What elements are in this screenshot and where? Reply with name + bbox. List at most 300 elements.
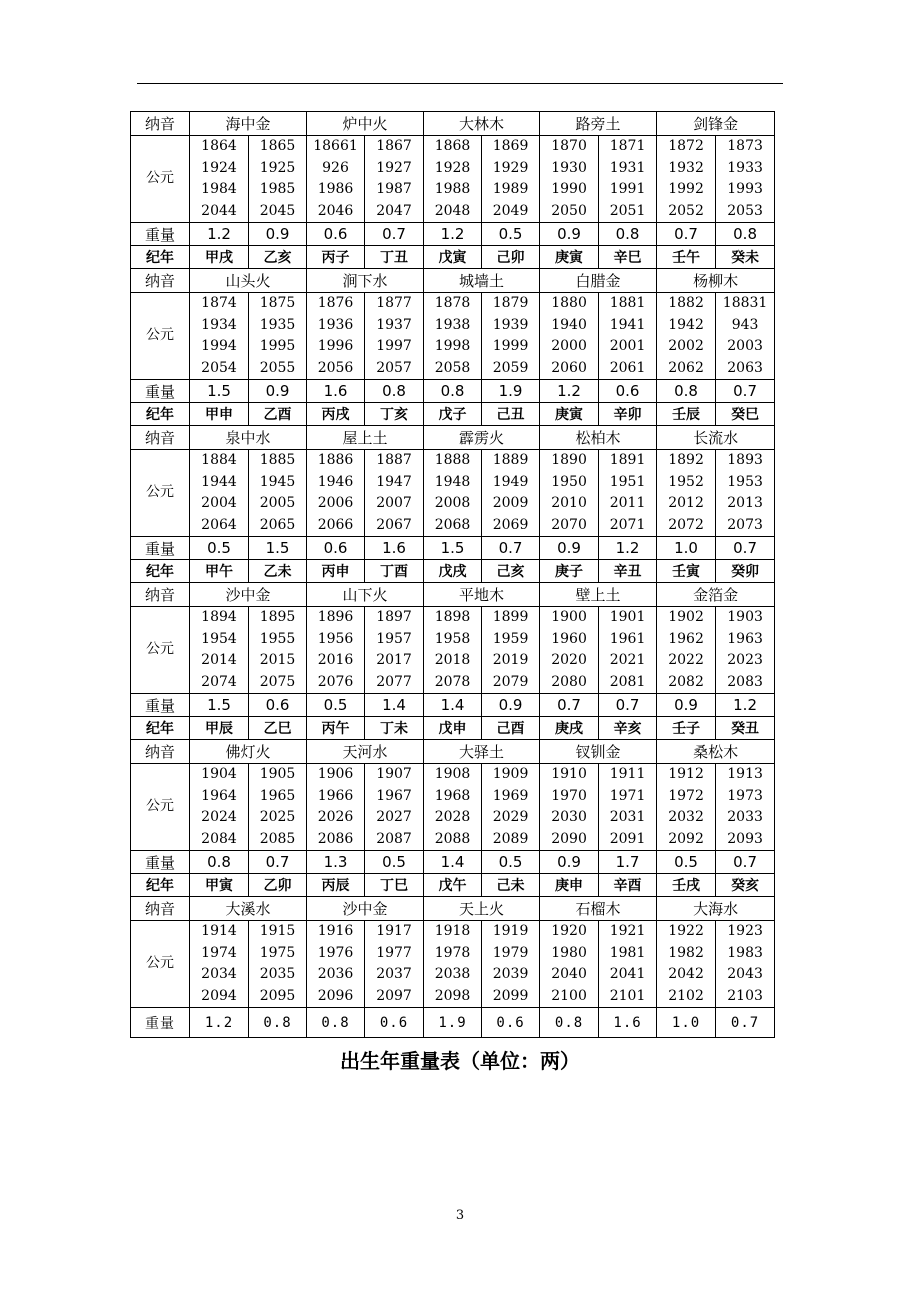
year-value: 2033: [727, 809, 763, 825]
ganzhi-cell: 己卯: [482, 246, 540, 269]
year-value: 1867: [376, 138, 412, 154]
year-value: 1882: [668, 295, 704, 311]
year-cell: [190, 764, 249, 851]
year-value: 1876: [317, 295, 354, 311]
weight-cell: 0.7: [482, 537, 540, 560]
year-value: 1978: [434, 944, 471, 961]
year-value: 1878: [434, 295, 471, 311]
year-value: 2012: [668, 495, 704, 511]
weight-cell: 0.8: [657, 380, 716, 403]
ganzhi-cell: 癸巳: [716, 403, 775, 426]
year-value: 2044: [201, 202, 237, 219]
ganzhi-cell: 戊戌: [424, 560, 482, 583]
year-value: 2035: [259, 966, 296, 982]
ganzhi-cell: 丁巳: [365, 874, 424, 897]
year-value: 1974: [201, 944, 237, 961]
table-caption: 出生年重量表（单位：两）: [340, 1049, 580, 1073]
ganzhi-row: [131, 403, 775, 426]
year-cell: [190, 450, 249, 537]
ganzhi-cell: 乙卯: [249, 874, 307, 897]
year-cell: [424, 450, 482, 537]
year-value: 2094: [201, 987, 237, 1004]
weight-cell: 0.7: [716, 1008, 775, 1038]
year-value: 2093: [727, 830, 763, 847]
year-value: 2001: [609, 338, 646, 354]
year-value: 1953: [727, 473, 763, 490]
ganzhi-cell: 丙午: [307, 717, 365, 740]
year-cell: [482, 921, 540, 1008]
year-value: 2078: [434, 673, 471, 690]
year-value: 2040: [551, 966, 587, 982]
year-value: 2013: [727, 495, 763, 511]
ganzhi-label: 纪年: [131, 717, 190, 740]
nayin-cell: 涧下水: [307, 269, 424, 293]
year-value: 2082: [668, 673, 704, 690]
year-label: 公元: [131, 921, 190, 1008]
year-label: 公元: [131, 293, 190, 380]
nayin-cell: 佛灯火: [190, 740, 307, 764]
year-value: 1986: [317, 181, 354, 197]
weight-cell: 0.6: [307, 537, 365, 560]
year-value: 1928: [434, 159, 471, 176]
weight-cell: 0.7: [599, 694, 657, 717]
year-cell: [482, 293, 540, 380]
year-value: 1937: [376, 316, 412, 333]
ganzhi-cell: 辛亥: [599, 717, 657, 740]
year-value: 2011: [609, 495, 646, 511]
year-value: 926: [322, 159, 349, 176]
weight-cell: 0.5: [190, 537, 249, 560]
weight-cell: 0.8: [190, 851, 249, 874]
year-value: 2031: [609, 809, 646, 825]
year-value: 1988: [434, 181, 471, 197]
year-cell: [716, 764, 775, 851]
year-cell: [540, 450, 599, 537]
ganzhi-cell: 己亥: [482, 560, 540, 583]
ganzhi-cell: 壬寅: [657, 560, 716, 583]
year-value: 1945: [259, 473, 296, 490]
year-value: 1931: [609, 159, 646, 176]
year-value: 2029: [492, 809, 529, 825]
year-cell: [307, 607, 365, 694]
year-cell: [599, 921, 657, 1008]
year-value: 2053: [727, 202, 763, 219]
weight-cell: 0.5: [365, 851, 424, 874]
year-cell: [482, 764, 540, 851]
year-value: 1970: [551, 787, 587, 804]
ganzhi-cell: 癸卯: [716, 560, 775, 583]
weight-cell: 0.9: [540, 223, 599, 246]
weight-cell: 0.5: [482, 851, 540, 874]
nayin-row: [131, 269, 775, 293]
year-value: 1877: [376, 295, 412, 311]
nayin-cell: 杨柳木: [657, 269, 775, 293]
year-value: 1906: [317, 766, 354, 782]
weight-cell: 1.2: [190, 1008, 249, 1038]
ganzhi-cell: 丁酉: [365, 560, 424, 583]
year-value: 1933: [727, 159, 763, 176]
ganzhi-cell: 丁未: [365, 717, 424, 740]
weight-row: [131, 1008, 775, 1038]
ganzhi-cell: 戊子: [424, 403, 482, 426]
year-cell: [540, 607, 599, 694]
year-value: 1927: [376, 159, 412, 176]
year-cell: [365, 921, 424, 1008]
weight-cell: 1.5: [249, 537, 307, 560]
year-value: 1903: [727, 609, 763, 625]
ganzhi-cell: 己酉: [482, 717, 540, 740]
year-value: 1901: [609, 609, 646, 625]
nayin-cell: 海中金: [190, 112, 307, 136]
nayin-cell: 山头火: [190, 269, 307, 293]
year-value: 1864: [201, 138, 237, 154]
year-value: 2038: [434, 966, 471, 982]
year-value: 2005: [259, 495, 296, 511]
year-value: 2095: [259, 987, 296, 1004]
weight-cell: 0.8: [716, 223, 775, 246]
year-value: 2080: [551, 673, 587, 690]
year-value: 1960: [551, 630, 587, 647]
year-value: 1993: [727, 181, 763, 197]
year-value: 1942: [668, 316, 704, 333]
year-value: 1929: [492, 159, 529, 176]
year-cell: [482, 607, 540, 694]
year-value: 2037: [376, 966, 412, 982]
year-value: 2046: [317, 202, 354, 219]
ganzhi-row: [131, 246, 775, 269]
year-value: 1899: [492, 609, 529, 625]
nayin-label: 纳音: [131, 740, 190, 764]
year-value: 1920: [551, 923, 587, 939]
weight-cell: 0.8: [249, 1008, 307, 1038]
year-cell: [599, 136, 657, 223]
year-cell: [482, 136, 540, 223]
year-value: 2099: [492, 987, 529, 1004]
nayin-row: [131, 426, 775, 450]
year-value: 1888: [434, 452, 471, 468]
year-value: 2077: [376, 673, 412, 690]
year-value: 2051: [609, 202, 646, 219]
year-cell: [540, 136, 599, 223]
year-value: 1951: [609, 473, 646, 490]
weight-cell: 0.7: [540, 694, 599, 717]
nayin-cell: 大海水: [657, 897, 775, 921]
year-value: 2081: [609, 673, 646, 690]
year-value: 2024: [201, 809, 237, 825]
year-value: 2036: [317, 966, 354, 982]
year-value: 1893: [727, 452, 763, 468]
year-cell: [190, 607, 249, 694]
year-value: 1917: [376, 923, 412, 939]
nayin-label: 纳音: [131, 897, 190, 921]
weight-row: [131, 694, 775, 717]
year-value: 1985: [259, 181, 296, 197]
year-cell: [249, 293, 307, 380]
year-value: 2027: [376, 809, 412, 825]
ganzhi-cell: 庚戌: [540, 717, 599, 740]
year-value: 2085: [259, 830, 296, 847]
weight-cell: 0.6: [482, 1008, 540, 1038]
year-cell: [657, 921, 716, 1008]
year-row: [131, 136, 775, 223]
nayin-cell: 屋上土: [307, 426, 424, 450]
year-cell: [190, 921, 249, 1008]
weight-cell: 0.9: [249, 223, 307, 246]
year-value: 1979: [492, 944, 529, 961]
nayin-row: [131, 740, 775, 764]
weight-row: [131, 223, 775, 246]
nayin-cell: 天河水: [307, 740, 424, 764]
year-value: 2058: [434, 359, 471, 376]
year-value: 2008: [434, 495, 471, 511]
year-value: 2016: [317, 652, 354, 668]
year-cell: [190, 136, 249, 223]
year-value: 1950: [551, 473, 587, 490]
year-value: 1887: [376, 452, 412, 468]
ganzhi-row: [131, 560, 775, 583]
ganzhi-cell: 辛酉: [599, 874, 657, 897]
year-value: 1947: [376, 473, 412, 490]
nayin-cell: 霹雳火: [424, 426, 540, 450]
year-value: 1885: [259, 452, 296, 468]
year-value: 1984: [201, 181, 237, 197]
year-value: 2050: [551, 202, 587, 219]
nayin-label: 纳音: [131, 112, 190, 136]
year-value: 1932: [668, 159, 704, 176]
ganzhi-cell: 乙巳: [249, 717, 307, 740]
weight-cell: 0.7: [716, 537, 775, 560]
year-row: [131, 921, 775, 1008]
year-value: 2075: [259, 673, 296, 690]
nayin-cell: 钗钏金: [540, 740, 657, 764]
year-value: 1991: [609, 181, 646, 197]
weight-cell: 1.5: [424, 537, 482, 560]
year-cell: [424, 293, 482, 380]
year-cell: [657, 450, 716, 537]
year-cell: [365, 293, 424, 380]
year-cell: [716, 450, 775, 537]
weight-cell: 1.0: [657, 537, 716, 560]
weight-cell: 1.4: [365, 694, 424, 717]
year-value: 1921: [609, 923, 646, 939]
year-value: 1905: [259, 766, 296, 782]
year-value: 1913: [727, 766, 763, 782]
weight-cell: 0.5: [307, 694, 365, 717]
ganzhi-cell: 辛卯: [599, 403, 657, 426]
year-value: 2003: [727, 338, 763, 354]
year-value: 1895: [259, 609, 296, 625]
weight-cell: 0.6: [599, 380, 657, 403]
year-cell: [482, 450, 540, 537]
year-value: 1930: [551, 159, 587, 176]
weight-cell: 0.9: [657, 694, 716, 717]
year-value: 18831: [722, 295, 768, 311]
year-value: 1865: [259, 138, 296, 154]
weight-row: [131, 851, 775, 874]
nayin-cell: 沙中金: [190, 583, 307, 607]
year-value: 1987: [376, 181, 412, 197]
year-cell: [365, 450, 424, 537]
year-value: 2056: [317, 359, 354, 376]
year-value: 1999: [492, 338, 529, 354]
year-value: 1890: [551, 452, 587, 468]
year-cell: [657, 293, 716, 380]
year-cell: [365, 607, 424, 694]
year-value: 1870: [551, 138, 587, 154]
year-value: 2070: [551, 516, 587, 533]
year-value: 1952: [668, 473, 704, 490]
ganzhi-cell: 甲辰: [190, 717, 249, 740]
ganzhi-row: [131, 717, 775, 740]
year-value: 1958: [434, 630, 471, 647]
weight-cell: 1.6: [365, 537, 424, 560]
year-value: 2018: [434, 652, 471, 668]
page-number: 3: [455, 1208, 465, 1223]
year-label: 公元: [131, 136, 190, 223]
year-value: 1994: [201, 338, 237, 354]
nayin-cell: 炉中火: [307, 112, 424, 136]
year-value: 2065: [259, 516, 296, 533]
nayin-cell: 山下火: [307, 583, 424, 607]
year-value: 1964: [201, 787, 237, 804]
table-body: [131, 112, 775, 1038]
year-value: 1884: [201, 452, 237, 468]
year-value: 1963: [727, 630, 763, 647]
year-value: 1891: [609, 452, 646, 468]
year-value: 2086: [317, 830, 354, 847]
year-cell: [424, 921, 482, 1008]
year-value: 2087: [376, 830, 412, 847]
year-value: 2096: [317, 987, 354, 1004]
year-label: 公元: [131, 450, 190, 537]
year-value: 2023: [727, 652, 763, 668]
year-value: 2059: [492, 359, 529, 376]
weight-cell: 1.2: [716, 694, 775, 717]
year-cell: [190, 293, 249, 380]
year-cell: [307, 450, 365, 537]
year-cell: [249, 136, 307, 223]
nayin-cell: 城墙土: [424, 269, 540, 293]
year-value: 1936: [317, 316, 354, 333]
ganzhi-cell: 戊午: [424, 874, 482, 897]
year-value: 1907: [376, 766, 412, 782]
year-value: 2098: [434, 987, 471, 1004]
year-value: 1959: [492, 630, 529, 647]
year-cell: [540, 921, 599, 1008]
year-cell: [716, 293, 775, 380]
ganzhi-cell: 癸丑: [716, 717, 775, 740]
nayin-cell: 大驿土: [424, 740, 540, 764]
ganzhi-cell: 己丑: [482, 403, 540, 426]
weight-cell: 0.9: [249, 380, 307, 403]
year-label: 公元: [131, 607, 190, 694]
year-value: 1992: [668, 181, 704, 197]
year-cell: [424, 607, 482, 694]
year-value: 1961: [609, 630, 646, 647]
nayin-cell: 天上火: [424, 897, 540, 921]
ganzhi-cell: 癸未: [716, 246, 775, 269]
year-value: 1971: [609, 787, 646, 804]
year-value: 2068: [434, 516, 471, 533]
year-value: 1880: [551, 295, 587, 311]
year-value: 1915: [259, 923, 296, 939]
year-cell: [657, 607, 716, 694]
year-value: 1924: [201, 159, 237, 176]
year-value: 1898: [434, 609, 471, 625]
year-value: 2002: [668, 338, 704, 354]
year-cell: [599, 450, 657, 537]
year-value: 1934: [201, 316, 237, 333]
weight-cell: 1.4: [424, 694, 482, 717]
nayin-cell: 剑锋金: [657, 112, 775, 136]
weight-cell: 1.3: [307, 851, 365, 874]
ganzhi-cell: 辛丑: [599, 560, 657, 583]
year-value: 2004: [201, 495, 237, 511]
nayin-cell: 平地木: [424, 583, 540, 607]
year-value: 2067: [376, 516, 412, 533]
weight-cell: 0.6: [307, 223, 365, 246]
year-value: 2025: [259, 809, 296, 825]
weight-cell: 1.4: [424, 851, 482, 874]
ganzhi-cell: 己未: [482, 874, 540, 897]
weight-cell: 1.5: [190, 694, 249, 717]
weight-cell: 0.7: [249, 851, 307, 874]
year-cell: [307, 293, 365, 380]
year-cell: [365, 136, 424, 223]
nayin-cell: 路旁土: [540, 112, 657, 136]
year-value: 2042: [668, 966, 704, 982]
year-value: 2103: [727, 987, 763, 1004]
year-value: 2007: [376, 495, 412, 511]
year-value: 1944: [201, 473, 237, 490]
year-value: 2074: [201, 673, 237, 690]
weight-cell: 0.8: [365, 380, 424, 403]
ganzhi-cell: 甲申: [190, 403, 249, 426]
year-value: 1996: [317, 338, 354, 354]
ganzhi-cell: 辛巳: [599, 246, 657, 269]
nayin-cell: 大林木: [424, 112, 540, 136]
year-value: 2062: [668, 359, 704, 376]
weight-cell: 0.5: [657, 851, 716, 874]
year-value: 1872: [668, 138, 704, 154]
year-value: 1962: [668, 630, 704, 647]
year-value: 1881: [609, 295, 646, 311]
weight-cell: 1.9: [482, 380, 540, 403]
year-cell: [249, 450, 307, 537]
header-rule: [137, 83, 783, 84]
year-value: 2052: [668, 202, 704, 219]
weight-cell: 0.8: [599, 223, 657, 246]
year-value: 2022: [668, 652, 704, 668]
ganzhi-cell: 壬午: [657, 246, 716, 269]
year-value: 2019: [492, 652, 529, 668]
year-value: 2048: [434, 202, 471, 219]
weight-cell: 0.7: [716, 380, 775, 403]
year-value: 2049: [492, 202, 529, 219]
weight-cell: 0.5: [482, 223, 540, 246]
weight-cell: 0.8: [307, 1008, 365, 1038]
year-row: [131, 293, 775, 380]
year-value: 1904: [201, 766, 237, 782]
year-cell: [716, 921, 775, 1008]
weight-label: 重量: [131, 223, 190, 246]
weight-label: 重量: [131, 537, 190, 560]
year-cell: [307, 136, 365, 223]
year-value: 1966: [317, 787, 354, 804]
year-value: 2060: [551, 359, 587, 376]
year-value: 1897: [376, 609, 412, 625]
weight-cell: 1.7: [599, 851, 657, 874]
